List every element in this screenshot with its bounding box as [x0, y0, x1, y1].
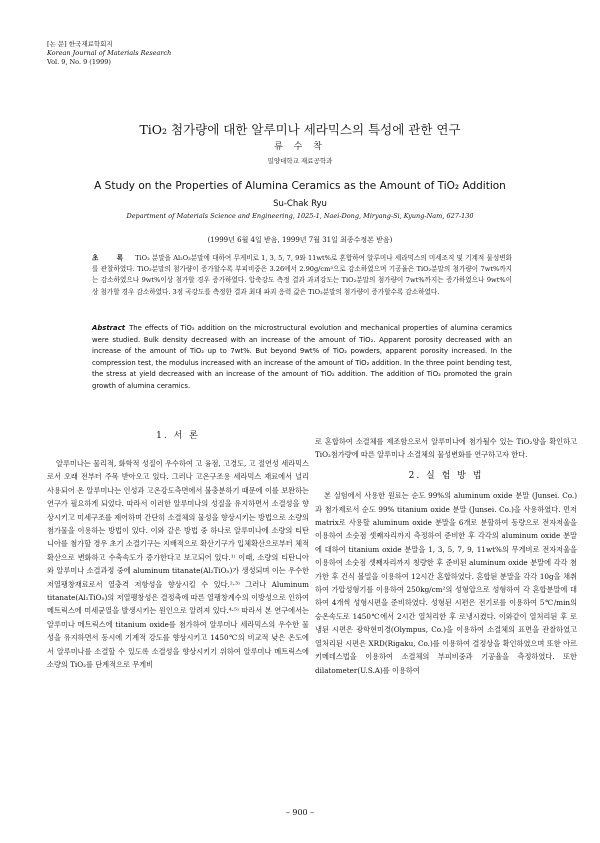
method-paragraph: 본 실험에서 사용한 원료는 순도 99%의 aluminum oxide 분말 (Junsei. Co.)과 첨가제로서 순도 99% titanium oxide 분말 (Junsei. Co.)을 사용하였다. 먼저 matrix로 사용할 aluminum oxide 분말을 6개로 분할하여 동량으로 전자저울을 이용하여 소숫점 셋째자리까지 측정하여 준비한 후 각각의 aluminum oxide 분말에 대하여 titanium oxide 분말을 1, 3, 5, 7, 9, 11wt%의 무게비로 전자저울을 이용하여 소숫점 셋째자리까지 칭량한 후 준비된 aluminum oxide 분말에 각각 첨가한 후 건식 볼밀을 이용하여 12시간 혼합하였다. 혼합된 분말을 각각 10g을 채취하여 가압성형기를 이용하여 250kg/cm²의 성형압으로 성형하여 각 혼합분말에 대하여 4개씩 성형시편을 준비하였다. 성형된 시편은 전기로를 이용하여 5℃/min의 승온속도로 1450℃에서 2시간 열처리한 후 로냉시켰다. 이와같이 열처리된 후 로냉된 시편은 광학현미경(Olympus, Co.)을 이용하여 소결체의 표면을 관찰하였고 열처리된 시편은 XRD(Rigaku, Co.)를 이용하여 결정상을 확인하였으며 또한 아르키메데스법을 이용하여 소결체의 부피비중과 기공율을 측정하였다. 또한 dilatometer(U.S.A)를 이용하여 — [315, 491, 577, 675]
journal-name-en: Korean Journal of Materials Research — [47, 49, 172, 57]
author-english: Su-Chak Ryu — [273, 199, 327, 209]
abstract-korean-text: TiO₂ 분말을 Al₂O₃분말에 대하여 무게비로 1, 3, 5, 7, 9와 11wt%로 혼합하여 알루미나 세라믹스의 미세조직 및 기계적 물성변화를 관찰하였다. TiO₂분말의 첨가량이 증가할수록 부피비중은 3.26에서 2.90g/cm³으로 감소하였으며 기공율은 TiO₂분말의 첨가량이 7wt%까지는 감소하였으나 9wt%이상 첨가할 경우 증가하였다. 압축강도 측정 결과 과괴강도는 TiO₂분말의 첨가량이 7wt%까지는 증가하였으나 9wt%이상 첨가할 경우 감소하였다. 3점 곡강도를 측정한 결과 최대 파괴 응력 값은 TiO₂분말의 첨가량이 증가할수록 감소하였다. — [92, 254, 512, 296]
section-heading-intro: 1. 서 론 — [156, 431, 200, 441]
journal-name-ko: [논 문] 한국재료학회지 — [47, 40, 113, 48]
title-english: A Study on the Properties of Alumina Ceramics as the Amount of TiO₂ Addition — [94, 180, 506, 192]
abstract-korean — [92, 253, 512, 298]
abstract-korean-label: 초 록 — [92, 254, 132, 262]
journal-header — [47, 40, 171, 67]
intro-paragraph: 알루미나는 물리적, 화학적 성질이 우수하여 고 융점, 고경도, 고 절연성 세라믹스로서 오래 전부터 주목 받아오고 있다. 그러나 고온구조용 세라믹스 재료에서 널리 사용되어 온 알루미나는 인성과 고온강도측면에서 불충분하기 때문에 이를 보완하는 연구가 필요하게 되었다. 따라서 이러한 알루미나의 성질을 유지하면서 소결성을 향상시키고 미세구조를 제어하며 간단히 소결체의 물성을 향상시키는 방법으로 소량의 첨가물을 이용하는 방법이 있다. 이와 같은 방법 중 하나로 알루미나에 소량의 티탄니아를 첨가할 경우 초기 소결기구는 지배적으로 확산기구가 입체확산으로부터 체적확산으로 변화하고 수축속도가 증가한다고 보고되어 있다.¹⁾ 이때, 소량의 티탄니아와 알루미나 소결과정 중에 aluminum titanate(Al₂TiO₅)가 생성되며 이는 우수한 저열팽창재료로서 열충격 저항성을 향상시킬 수 있다.²·³⁾ 그러나 Aluminum titanate(Al₂TiO₅)의 저열팽창성은 결정축에 따른 열팽창계수의 이방성으로 인하여 메트릭스에 미세균열을 발생시키는 원인으로 알려져 있다.⁴·⁵⁾ 따라서 본 연구에서는 알루미나 메트릭스에 titanium oxide를 첨가하여 알루미나 세라믹스의 우수한 물성을 유지하면서 동시에 기계적 강도를 향상시키고 1450℃의 비교적 낮은 온도에서 알루미나를 소결할 수 있도록 소결성을 향상시키기 위하여 알루미나 메트릭스에 소량의 TiO₂를 단계적으로 무게비 — [47, 459, 309, 670]
abstract-english — [92, 323, 512, 393]
intro-continuation: 로 혼합하여 소결체를 제조함으로서 알루미나에 첨가될수 있는 TiO₂양을 확인하고 TiO₂첨가량에 따른 알루미나 소결체의 물성변화를 연구하고자 한다. — [315, 437, 577, 460]
right-column — [315, 435, 577, 677]
section-heading-method: 2. 실 험 방 법 — [408, 470, 484, 481]
affiliation-korean: 밀양대학교 재료공학과 — [267, 157, 333, 165]
page-number: – 900 – — [285, 808, 315, 817]
affiliation-english: Department of Materials Science and Engineering, 1025-1, Naei-Dong, Miryang-Si, Kyung-Nam, 627-130 — [126, 212, 474, 220]
abstract-english-label: Abstract — [92, 324, 126, 332]
abstract-english-text: The effects of TiO₂ addition on the microstructural evolution and mechanical properties of alumina ceramics were studied. Bulk density decreased with an increase of the amount of TiO₂. Apparent porosity decreased with an increase of the amount of TiO₂ up to 7wt%. But beyond 9wt% of TiO₂ powders, apparent porosity increased. In the compression test, the modulus increased with an increase of the amount of TiO₂ addition. In the three point bending test, the stress at yield decreased with an increase of the amount of TiO₂ addition. The addition of TiO₂ promoted the grain growth of alumina ceramics. — [92, 324, 512, 390]
title-korean: TiO₂ 첨가량에 대한 알루미나 세라믹스의 특성에 관한 연구 — [139, 122, 461, 137]
left-column — [47, 431, 309, 672]
received-dates: (1999년 6월 4일 받음, 1999년 7월 31일 최종수정본 받음) — [207, 236, 393, 244]
author-korean: 류 수 착 — [274, 142, 326, 152]
journal-volume: Vol. 9, No. 9 (1999) — [47, 58, 111, 66]
